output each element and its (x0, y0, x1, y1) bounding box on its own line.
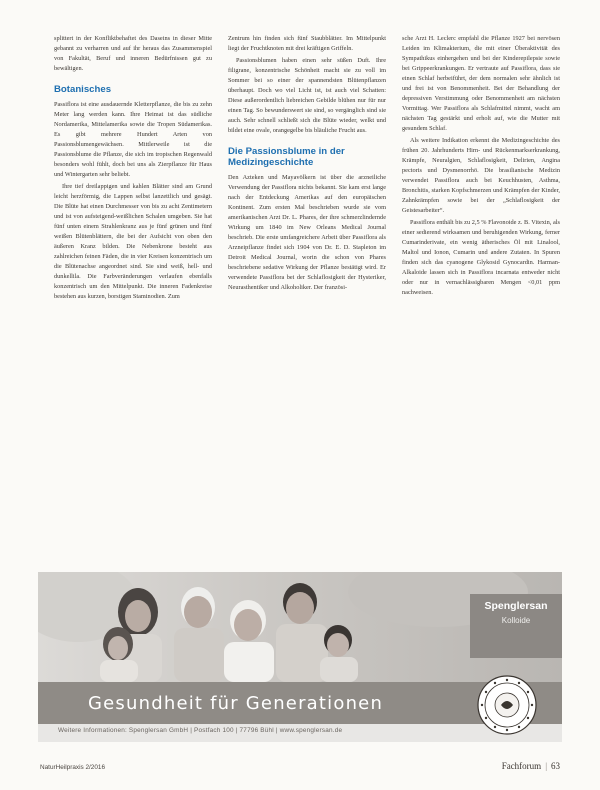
page-number: 63 (551, 761, 560, 771)
footer-separator: | (545, 761, 547, 771)
paragraph: Ihre tief dreilappigen und kahlen Blätter sind am Grund leicht herzförmig, die Lappen selbst lanzettlich und gesägt. Die Blüte hat einen Durchmesser von bis zu acht Zentimetern und ist von aufsteigend-weißlichen Schalen umgeben. Sie hat fünf unten einem Strahlenkranz aus je fünf grünen und fünf weißen Blütenblättern, die bei der Aufsicht von oben den äußeren Kranz bilden. Die Nebenkrone besteht aus zahlreichen feinen Fäden, die in vier Kreisen konzentrisch um die Blütenachse angeordnet sind. Sie sind weiß, hell- und dunkellila. Die Farbveränderungen verlaufen ebenfalls konzentrisch um den Mittelpunkt. Die inneren Fadenkreise bestehen aus kurzen, borstigen Staminodien. Zum (54, 183, 212, 300)
heading-line-1: Die Passionsblume in der (228, 146, 345, 157)
paragraph: Passionsblumen haben einen sehr süßen Duft. Ihre filigrane, konzentrische Schönheit macht sie zu voll im Sommer bei so einer der spannendsten Blütenpflanzen überhaupt. Doch wo viel Licht ist, ist auch viel Schatten: Diese außerordentlich liebreichen Gebilde blühen nur für nur einen Tag. So bewunderswert sie sind, so vergänglich sind sie auch. Sehr schnell schließt sich die Blüte wieder, welkt und bildet eine ovale, orangegelbe bis bläuliche Frucht aus. (228, 57, 386, 134)
paragraph: Zentrum hin finden sich fünf Staubblätter. Im Mittelpunkt liegt der Fruchtknoten mit drei kräftigen Griffeln. (228, 35, 386, 52)
heading-line-2: Medizingeschichte (228, 157, 314, 168)
quality-seal-icon (476, 674, 538, 736)
column-1 (54, 34, 212, 559)
section-heading-medizingeschichte (228, 146, 386, 168)
section-heading-botanik: Botanisches (54, 84, 112, 95)
ad-contact-line: Weitere Informationen: Spenglersan GmbH | Postfach 100 | 77796 Bühl | www.spenglersan.de (58, 727, 343, 734)
paragraph: Passiflora ist eine ausdauernde Kletterpflanze, die bis zu zehn Meter lang werden kann. Ihre Heimat ist das südliche Nordamerika, Mittelamerika sowie die Tropen Südamerikas. Es gibt mehrere Hundert Arten von Passionsblumengewächsen. Mittlerweile ist die Passionsblume die Pflanze, die sich im tropischen Regenwald besonders wohl fühlt, doch bei uns als Zierpflanze für Haus und Wintergarten sehr beliebt. (54, 101, 212, 178)
paragraph: sche Arzt H. Leclerc empfahl die Pflanze 1927 bei nervösen Leiden im Klimakterium, die mit einer Überaktivität des Sympathikus einhergehen und bei der Kinderepilepsie sowie bei Grippeerkrankungen. Er vertraute auf Passiflora, dass sie einen Schlaf herbeiführt, der dem normalen sehr ähnlich ist und frei ist von Benommenheit. Bei der Behandlung der depressiven Verstimmung oder Benommenheit am nächsten Vormittag. Wer Passiflora als Schlafmittel nimmt, wacht am nächsten Tag gestärkt und erholt auf, wie die Mutter mit gesundem Schlaf. (402, 35, 560, 132)
brand-box (470, 594, 562, 658)
brand-subtitle: Kolloide (501, 616, 531, 625)
advertisement (38, 572, 562, 742)
footer-right (502, 761, 560, 771)
footer-issue: NaturHeilpraxis 2/2016 (40, 764, 106, 771)
ad-slogan: Gesundheit für Generationen (88, 693, 384, 714)
paragraph: Als weitere Indikation erkennt die Medizingeschichte des frühen 20. Jahrhunderts Hirn- und Rückenmarkserkrankung, Krämpfe, Neuralgien, Schlaflosigkeit, Delirien, Angina pectoris und Dysmenorrhö. Die brasilianische Medizin verwendet Passiflora auch bei Keuchhusten, Asthma, Bronchitis, starken Kopfschmerzen und Krämpfen der Kinder, Zahnkrämpfen sowie bei der „Schlaflosigkeit der Geistesarbeiter“. (402, 137, 560, 214)
footer-section: Fachforum (501, 761, 542, 771)
paragraph: Den Azteken und Mayavölkern ist über die arzneiliche Verwendung der Passiflora nichts bekannt. Sie kam erst lange nach der Entdeckung Amerikas auf den europäischen Kontinent. Zum ersten Mal beschrieben wurde sie vom amerikanischen Arzt Dr. L. Phares, der ihre schmerzlindernde Wirkung um 1840 im New Orleans Medical Journal beschrieb. Die erste umfangreichere Arbeit über Passiflora als Arzneipflanze findet sich 1904 von Dr. E. D. Stapleton im Detroit Medical Journal, worin die schon von Phares beschriebene sedative Wirkung der Pflanze bestätigt wird. Er verwendete Passiflora bei der Schlaflosigkeit der Hysteriker, Neurasthentiker und Alkoholiker. Der französi- (228, 174, 386, 291)
paragraph: splittert in der Konfliktbehaftet des Daseins in dieser Mitte gebannt zu verharren und auf ihr heraus das Zusammenspiel von Fakultät, Beruf und inneren Bedürfnissen gut zu bewältigen. (54, 35, 212, 72)
article-columns (54, 34, 560, 559)
column-2 (228, 34, 386, 559)
paragraph: Passiflora enthält bis zu 2,5 % Flavonoide z. B. Vitexin, als einer sedierend wirksamen und beruhigenden Wirkung, ferner Cumarinderivate, ein wenig ätherisches Öl mit Linalool, Maltol und Ionon, Cumarin und andere Zutaten. In Spuren finden sich das cyanogene Glykosid Gynocardin. Harman-Alkaloide lassen sich in Passiflora incarnata entweder nicht oder nur in vernachlässigbaren Mengen <0,01 ppm nachweisen. (402, 219, 560, 296)
brand-name: Spenglersan (484, 600, 548, 612)
column-3 (402, 34, 560, 559)
